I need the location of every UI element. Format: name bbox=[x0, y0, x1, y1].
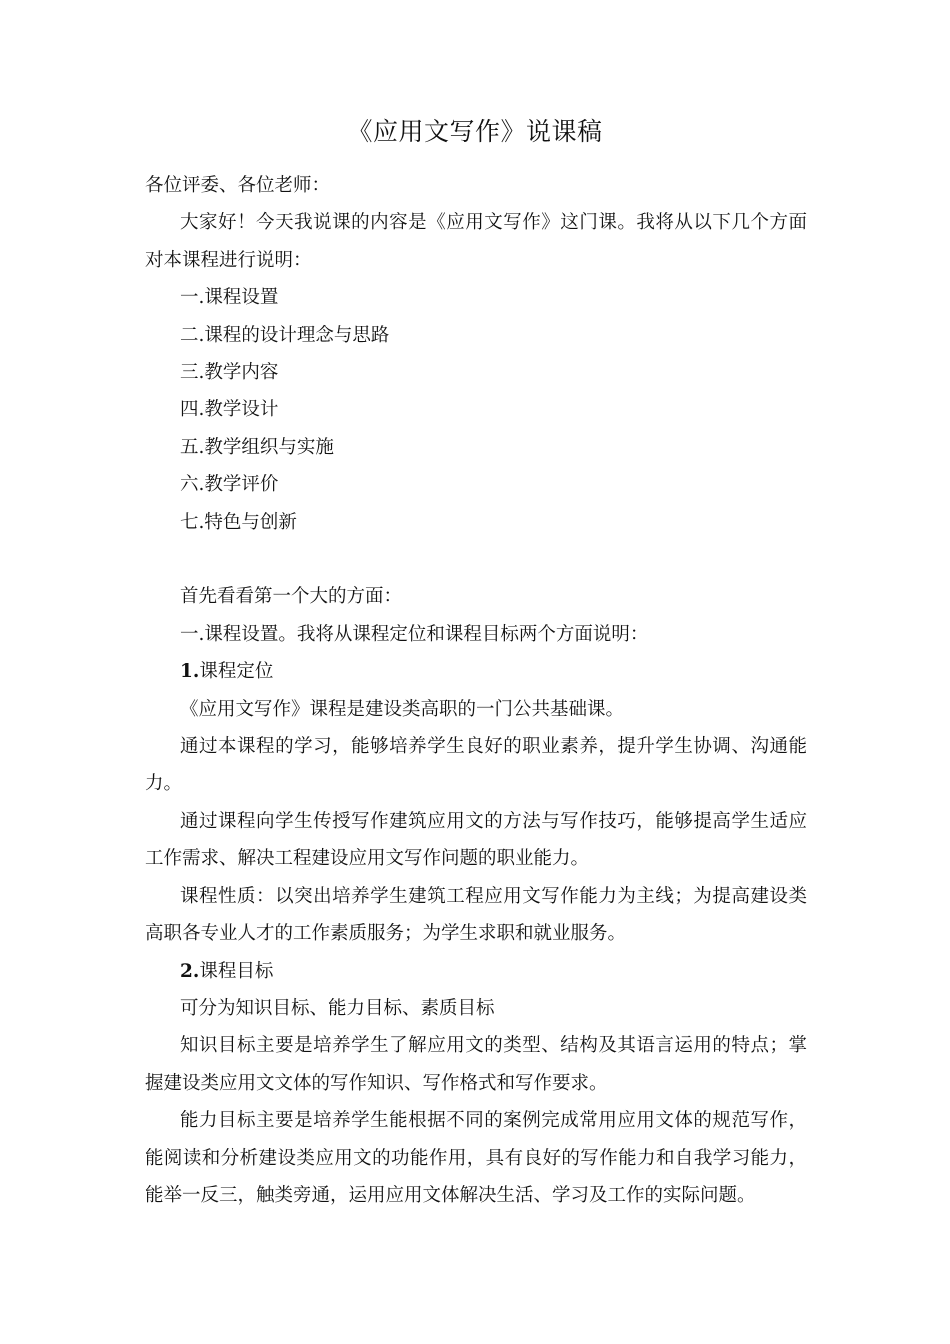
intro-paragraph: 大家好！今天我说课的内容是《应用文写作》这门课。我将从以下几个方面对本课程进行说明： bbox=[145, 212, 807, 271]
positioning-paragraph-3: 通过课程向学生传授写作建筑应用文的方法与写作技巧，能够提高学生适应工作需求、解决工程建设应用文写作问题的职业能力。 bbox=[145, 810, 807, 870]
outline-item-1: 一.课程设置 bbox=[180, 287, 279, 309]
outline-item-3: 三.教学内容 bbox=[180, 362, 279, 384]
section-1-heading: 一.课程设置。我将从课程定位和课程目标两个方面说明： bbox=[180, 623, 649, 645]
blank-line bbox=[145, 541, 807, 578]
subheading-number: 1. bbox=[180, 661, 200, 683]
subheading-text: 课程目标 bbox=[199, 960, 274, 982]
first-aspect-line: 首先看看第一个大的方面： bbox=[180, 586, 403, 608]
outline-item-4: 四.教学设计 bbox=[180, 399, 279, 421]
document-body bbox=[145, 167, 807, 1214]
objectives-paragraph-1: 可分为知识目标、能力目标、素质目标 bbox=[180, 997, 495, 1019]
subheading-text: 课程定位 bbox=[199, 661, 274, 683]
positioning-paragraph-2: 通过本课程的学习，能够培养学生良好的职业素养，提升学生协调、沟通能力。 bbox=[145, 736, 807, 795]
outline-item-7: 七.特色与创新 bbox=[180, 511, 297, 533]
objectives-paragraph-2: 知识目标主要是培养学生了解应用文的类型、结构及其语言运用的特点；掌握建设类应用文文体的写作知识、写作格式和写作要求。 bbox=[145, 1035, 807, 1094]
subheading-course-positioning bbox=[145, 653, 807, 690]
outline-item-5: 五.教学组织与实施 bbox=[180, 436, 334, 458]
subheading-number: 2. bbox=[180, 960, 200, 982]
greeting: 各位评委、各位老师： bbox=[145, 175, 331, 196]
positioning-paragraph-4: 课程性质：以突出培养学生建筑工程应用文写作能力为主线；为提高建设类高职各专业人才的工作素质服务；为学生求职和就业服务。 bbox=[145, 885, 807, 945]
objectives-paragraph-3: 能力目标主要是培养学生能根据不同的案例完成常用应用文体的规范写作，能阅读和分析建设类应用文的功能作用，具有良好的写作能力和自我学习能力，能举一反三，触类旁通，运用应用文体解决生活、学习及工作的实际问题。 bbox=[145, 1110, 807, 1206]
subheading-course-objectives bbox=[145, 953, 807, 990]
positioning-paragraph-1: 《应用文写作》课程是建设类高职的一门公共基础课。 bbox=[180, 698, 625, 720]
document-title: 《应用文写作》说课稿 bbox=[347, 117, 603, 146]
outline-item-2: 二.课程的设计理念与思路 bbox=[180, 324, 390, 346]
outline-item-6: 六.教学评价 bbox=[180, 474, 279, 496]
